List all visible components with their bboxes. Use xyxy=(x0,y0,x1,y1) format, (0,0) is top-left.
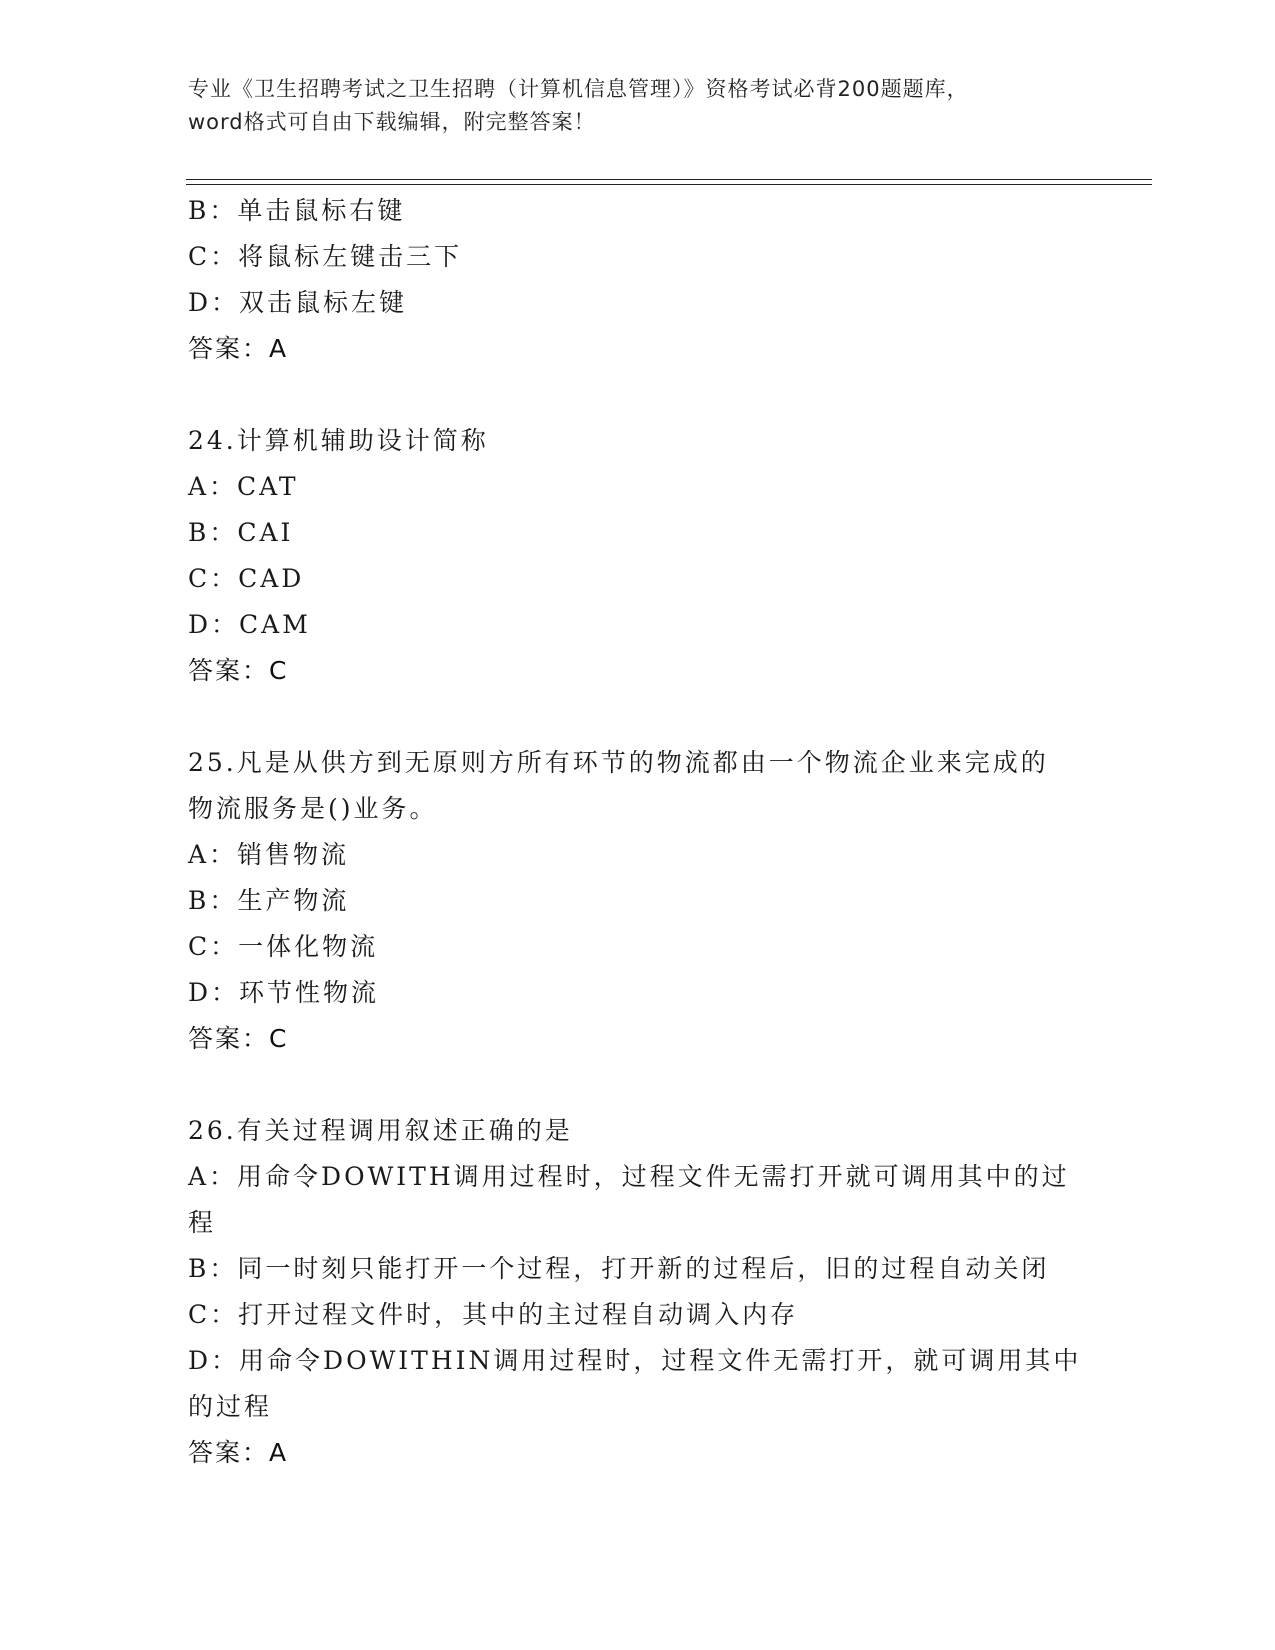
option-c: C：一体化物流 xyxy=(188,932,379,961)
question-23-tail xyxy=(188,188,1088,372)
option-b: B：CAI xyxy=(188,518,294,547)
header-line-2: word格式可自由下载编辑，附完整答案！ xyxy=(188,110,596,134)
option-c: C：将鼠标左键击三下 xyxy=(188,242,463,271)
question-list xyxy=(188,188,1088,1476)
question-stem-line-1: 25.凡是从供方到无原则方所有环节的物流都由一个物流企业来完成的 xyxy=(188,748,1049,777)
header-rule-top xyxy=(186,179,1152,180)
document-header xyxy=(188,73,1088,139)
option-d-line-2: 的过程 xyxy=(188,1392,273,1421)
option-a: A：CAT xyxy=(188,472,299,501)
spacer xyxy=(188,1062,1088,1108)
header-rule-bottom xyxy=(186,184,1152,185)
answer: 答案：C xyxy=(188,1024,289,1053)
spacer xyxy=(188,694,1088,740)
option-d: D：CAM xyxy=(188,610,311,639)
option-b: B：生产物流 xyxy=(188,886,350,915)
option-c: C：打开过程文件时，其中的主过程自动调入内存 xyxy=(188,1300,799,1329)
question-26 xyxy=(188,1108,1088,1476)
question-stem-line-2: 物流服务是()业务。 xyxy=(188,794,438,823)
question-24 xyxy=(188,418,1088,694)
question-stem: 24.计算机辅助设计简称 xyxy=(188,426,489,455)
option-c: C：CAD xyxy=(188,564,305,593)
option-a-line-2: 程 xyxy=(188,1208,217,1237)
question-stem: 26.有关过程调用叙述正确的是 xyxy=(188,1116,573,1145)
option-a-line-1: A：用命令DOWITH调用过程时，过程文件无需打开就可调用其中的过 xyxy=(188,1162,1070,1191)
question-25 xyxy=(188,740,1088,1062)
option-a: A：销售物流 xyxy=(188,840,350,869)
answer: 答案：A xyxy=(188,334,289,363)
option-b: B：单击鼠标右键 xyxy=(188,196,406,225)
option-d-line-1: D：用命令DOWITHIN调用过程时，过程文件无需打开，就可调用其中 xyxy=(188,1346,1082,1375)
spacer xyxy=(188,372,1088,418)
answer: 答案：C xyxy=(188,656,289,685)
option-d: D：环节性物流 xyxy=(188,978,380,1007)
option-d: D：双击鼠标左键 xyxy=(188,288,408,317)
header-line-1: 专业《卫生招聘考试之卫生招聘（计算机信息管理）》资格考试必背200题题库， xyxy=(188,77,969,101)
answer: 答案：A xyxy=(188,1438,289,1467)
option-b: B：同一时刻只能打开一个过程，打开新的过程后，旧的过程自动关闭 xyxy=(188,1254,1050,1283)
